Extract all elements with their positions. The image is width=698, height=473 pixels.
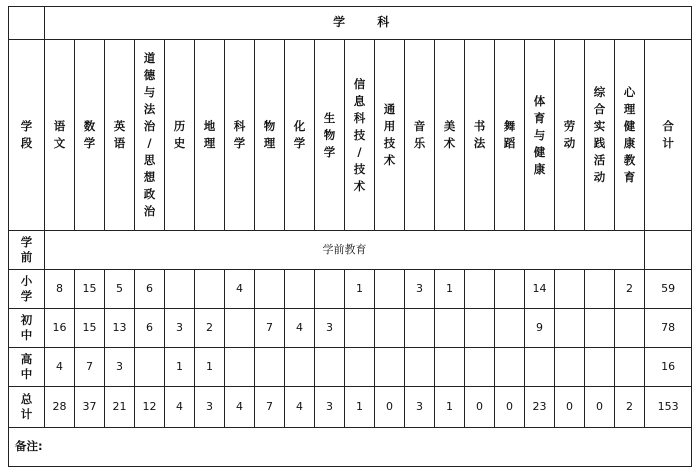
table-cell: 2: [615, 270, 645, 309]
subject-header-cell: [255, 40, 285, 231]
subject-label: 道德与法治/思想政治: [143, 51, 156, 218]
subject-header: 学 科: [45, 7, 692, 40]
table-cell: 0: [585, 387, 615, 428]
table-cell: 1: [165, 348, 195, 387]
table-cell: [135, 348, 165, 387]
subject-label: 科学: [233, 119, 246, 150]
corner-cell: [9, 7, 45, 40]
table-cell: 15: [75, 309, 105, 348]
table-cell: 4: [285, 309, 315, 348]
table-cell: [465, 309, 495, 348]
table-cell: [285, 348, 315, 387]
table-cell: 7: [75, 348, 105, 387]
table-cell: [585, 309, 615, 348]
table-cell: [345, 348, 375, 387]
subject-label: 化学: [293, 119, 306, 150]
stage-cell: [9, 387, 45, 428]
table-cell: [465, 348, 495, 387]
table-cell: 0: [495, 387, 525, 428]
table-cell: [225, 348, 255, 387]
table-cell: 3: [165, 309, 195, 348]
subject-header-cell: [75, 40, 105, 231]
subject-header-cell: [195, 40, 225, 231]
table-cell: 12: [135, 387, 165, 428]
table-cell: [285, 270, 315, 309]
subject-statistics-table: [8, 6, 692, 467]
subject-header-cell: [45, 40, 75, 231]
subject-header-cell: [345, 40, 375, 231]
preschool-total-cell: [645, 231, 692, 270]
table-cell: 1: [195, 348, 225, 387]
subject-header-cell: [435, 40, 465, 231]
table-row: [9, 348, 692, 387]
subject-header-cell: [225, 40, 255, 231]
table-cell: [315, 348, 345, 387]
table-cell: [555, 348, 585, 387]
table-cell: 2: [195, 309, 225, 348]
table-cell: [495, 348, 525, 387]
table-cell: [615, 348, 645, 387]
table-cell: [555, 309, 585, 348]
table-cell: 3: [195, 387, 225, 428]
table-cell: 3: [315, 387, 345, 428]
table-cell: [345, 309, 375, 348]
table-cell: 0: [375, 387, 405, 428]
table-cell: 4: [225, 270, 255, 309]
table-cell: 6: [135, 309, 165, 348]
table-cell: 9: [525, 309, 555, 348]
subject-label: 数学: [83, 119, 96, 150]
table-cell: [375, 309, 405, 348]
table-cell: [585, 270, 615, 309]
table-cell: 4: [165, 387, 195, 428]
table-cell: [615, 309, 645, 348]
table-cell: 8: [45, 270, 75, 309]
subject-name-row: [9, 40, 692, 231]
table-cell: [525, 348, 555, 387]
stage-cell: [9, 270, 45, 309]
table-cell: 21: [105, 387, 135, 428]
table-cell: 1: [345, 270, 375, 309]
table-cell: 7: [255, 309, 285, 348]
subject-label: 历史: [173, 119, 186, 150]
table-cell: [315, 270, 345, 309]
stage-header: [9, 40, 45, 231]
preschool-row: [9, 231, 692, 270]
stage-label: 总计: [20, 392, 33, 421]
subject-label: 体育与健康: [533, 93, 546, 176]
subject-label: 劳动: [563, 119, 576, 150]
stage-cell-preschool: [9, 231, 45, 270]
subject-label: 书法: [473, 119, 486, 150]
subject-header-cell: [105, 40, 135, 231]
table-cell: 37: [75, 387, 105, 428]
subject-header-cell: [465, 40, 495, 231]
table-cell: 13: [105, 309, 135, 348]
table-row: [9, 309, 692, 348]
subject-header-cell: [135, 40, 165, 231]
table-cell: 16: [645, 348, 692, 387]
table-cell: [255, 270, 285, 309]
table-cell: [165, 270, 195, 309]
subject-header-cell: [525, 40, 555, 231]
stage-header-label: 学段: [20, 119, 33, 150]
table-cell: 14: [525, 270, 555, 309]
subject-label: 美术: [443, 119, 456, 150]
table-cell: 78: [645, 309, 692, 348]
table-cell: [255, 348, 285, 387]
table-cell: 4: [225, 387, 255, 428]
subject-label: 生物学: [323, 110, 336, 159]
subject-label: 综合实践活动: [593, 85, 606, 184]
table-cell: 6: [135, 270, 165, 309]
subject-header-cell: [375, 40, 405, 231]
table-cell: 4: [45, 348, 75, 387]
subject-label: 语文: [53, 119, 66, 150]
table-cell: 15: [75, 270, 105, 309]
stage-cell: [9, 309, 45, 348]
table-cell: 3: [105, 348, 135, 387]
table-cell: 0: [555, 387, 585, 428]
preschool-merged-cell: 学前教育: [45, 231, 645, 270]
table-cell: 0: [465, 387, 495, 428]
table-row: [9, 270, 692, 309]
table-cell: 1: [435, 387, 465, 428]
stage-label: 小学: [20, 274, 33, 303]
subject-header-cell: [315, 40, 345, 231]
subject-label: 舞蹈: [503, 119, 516, 150]
subject-label: 英语: [113, 119, 126, 150]
table-cell: [495, 309, 525, 348]
table-cell: 28: [45, 387, 75, 428]
note-row: [9, 428, 692, 467]
subject-label: 心理健康教育: [623, 85, 636, 184]
table-cell: 5: [105, 270, 135, 309]
subject-header-cell: [165, 40, 195, 231]
table-cell: 1: [345, 387, 375, 428]
subject-label: 通用技术: [383, 102, 396, 167]
table-cell: 59: [645, 270, 692, 309]
subject-header-cell: [645, 40, 692, 231]
table-cell: 7: [255, 387, 285, 428]
subject-header-cell: [585, 40, 615, 231]
subject-header-cell: [405, 40, 435, 231]
subject-header-cell: [615, 40, 645, 231]
table-row: [9, 387, 692, 428]
subject-label: 地理: [203, 119, 216, 150]
table-cell: 3: [405, 270, 435, 309]
table-cell: [495, 270, 525, 309]
table-cell: 4: [285, 387, 315, 428]
stage-label: 高中: [20, 352, 33, 381]
table-cell: 3: [315, 309, 345, 348]
table-cell: 16: [45, 309, 75, 348]
table-cell: [585, 348, 615, 387]
table-cell: 2: [615, 387, 645, 428]
table-cell: [375, 348, 405, 387]
table-cell: 23: [525, 387, 555, 428]
subject-label: 信息科技/技术: [353, 76, 366, 193]
table-cell: [435, 309, 465, 348]
table-cell: [375, 270, 405, 309]
preschool-label: 学前: [20, 235, 33, 264]
stage-label: 初中: [20, 313, 33, 342]
subject-header-cell: [285, 40, 315, 231]
subject-header-cell: [495, 40, 525, 231]
table-cell: [195, 270, 225, 309]
subject-label: 音乐: [413, 119, 426, 150]
stage-cell: [9, 348, 45, 387]
table-cell: [225, 309, 255, 348]
subject-header-cell: [555, 40, 585, 231]
table-cell: 1: [435, 270, 465, 309]
table-cell: [405, 348, 435, 387]
table-cell: 153: [645, 387, 692, 428]
subject-label: 合计: [662, 119, 674, 150]
table-cell: [405, 309, 435, 348]
subject-label: 物理: [263, 119, 276, 150]
table-cell: [435, 348, 465, 387]
table-cell: [555, 270, 585, 309]
note-cell: 备注:: [9, 428, 692, 467]
table-cell: [465, 270, 495, 309]
table-cell: 3: [405, 387, 435, 428]
